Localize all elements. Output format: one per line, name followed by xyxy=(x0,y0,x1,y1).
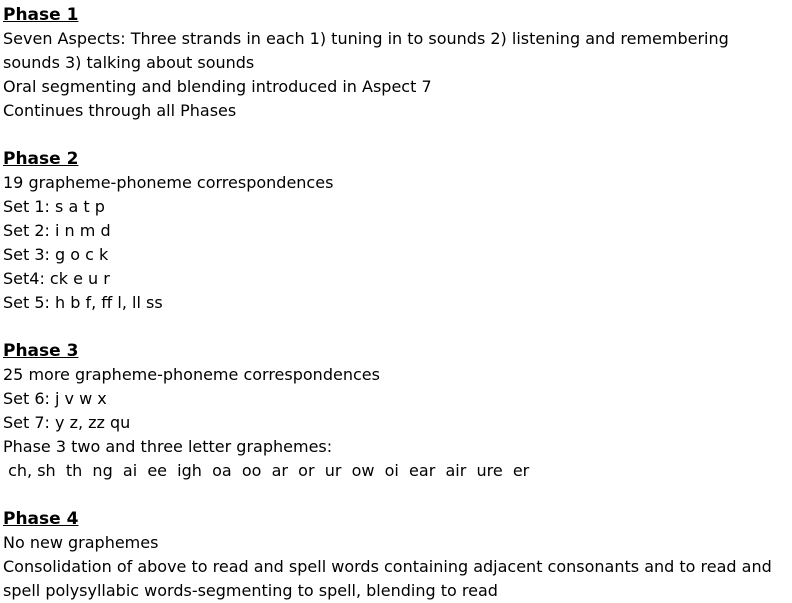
phase-3-line: Set 6: j v w x xyxy=(3,389,107,408)
phase-3-line: ch, sh th ng ai ee igh oa oo ar or ur ow oi ear air ure er xyxy=(3,461,530,480)
phase-2-section xyxy=(3,147,789,315)
phase-3-section xyxy=(3,339,789,483)
phase-2-line: Set 3: g o c k xyxy=(3,245,109,264)
phase-2-line: 19 grapheme-phoneme correspondences xyxy=(3,173,334,192)
phase-2-line: Set 1: s a t p xyxy=(3,197,105,216)
phase-1-line: Continues through all Phases xyxy=(3,101,237,120)
phase-4-line: Consolidation of above to read and spell words containing adjacent consonants and to read and spell polysyllabic words-segmenting to spell, blending to read xyxy=(3,557,772,600)
phase-2-line: Set4: ck e u r xyxy=(3,269,110,288)
phase-3-line: 25 more grapheme-phoneme correspondences xyxy=(3,365,380,384)
phase-3-line: Phase 3 two and three letter graphemes: xyxy=(3,437,333,456)
phase-3-heading: Phase 3 xyxy=(3,341,79,361)
phase-1-line: Seven Aspects: Three strands in each 1) tuning in to sounds 2) listening and remembering sounds 3) talking about sounds xyxy=(3,29,729,72)
phase-4-section xyxy=(3,507,789,603)
phase-1-line: Oral segmenting and blending introduced in Aspect 7 xyxy=(3,77,432,96)
phase-1-heading: Phase 1 xyxy=(3,5,79,25)
phase-2-heading: Phase 2 xyxy=(3,149,79,169)
phase-2-line: Set 2: i n m d xyxy=(3,221,111,240)
phase-3-line: Set 7: y z, zz qu xyxy=(3,413,131,432)
document xyxy=(3,3,789,603)
phase-1-section xyxy=(3,3,789,123)
phase-2-line: Set 5: h b f, ff l, ll ss xyxy=(3,293,163,312)
phase-4-heading: Phase 4 xyxy=(3,509,79,529)
phase-4-line: No new graphemes xyxy=(3,533,159,552)
